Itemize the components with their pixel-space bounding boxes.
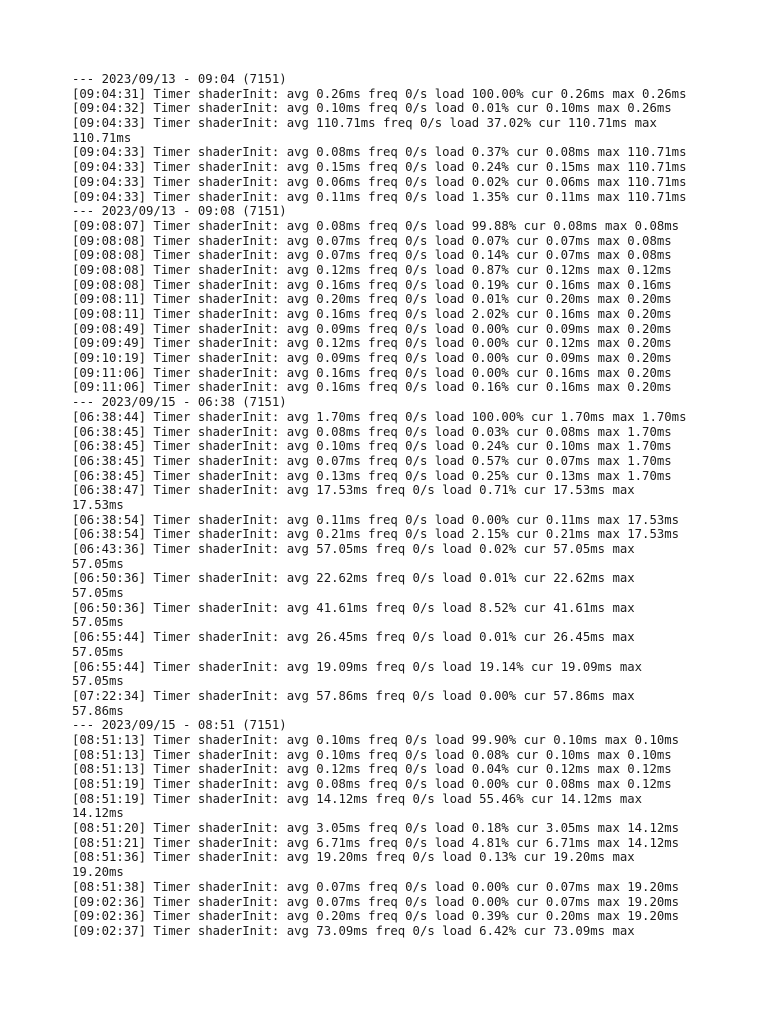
log-line: [09:08:07] Timer shaderInit: avg 0.08ms freq 0/s load 99.88% cur 0.08ms max 0.08ms [72, 218, 680, 233]
log-line: [08:51:19] Timer shaderInit: avg 14.12ms freq 0/s load 55.46% cur 14.12ms max [72, 791, 643, 806]
session-header-line: --- 2023/09/13 - 09:08 (7151) [72, 204, 287, 219]
log-line: [08:51:19] Timer shaderInit: avg 0.08ms freq 0/s load 0.00% cur 0.08ms max 0.12ms [72, 777, 672, 791]
log-line: [09:08:49] Timer shaderInit: avg 0.09ms freq 0/s load 0.00% cur 0.09ms max 0.20ms [72, 321, 672, 336]
log-line: [09:10:19] Timer shaderInit: avg 0.09ms freq 0/s load 0.00% cur 0.09ms max 0.20ms [72, 351, 672, 366]
log-line: [09:02:36] Timer shaderInit: avg 0.20ms freq 0/s load 0.39% cur 0.20ms max 19.20ms [72, 909, 680, 924]
log-line: [07:22:34] Timer shaderInit: avg 57.86ms freq 0/s load 0.00% cur 57.86ms max [72, 688, 635, 703]
log-line: 110.71ms [72, 130, 132, 145]
log-line: [06:38:45] Timer shaderInit: avg 0.10ms freq 0/s load 0.24% cur 0.10ms max 1.70ms [72, 439, 672, 454]
log-line: [09:08:11] Timer shaderInit: avg 0.16ms freq 0/s load 2.02% cur 0.16ms max 0.20ms [72, 307, 672, 321]
log-document [72, 72, 712, 939]
log-line: [09:04:33] Timer shaderInit: avg 0.11ms freq 0/s load 1.35% cur 0.11ms max 110.71ms [72, 189, 687, 204]
log-line: 57.05ms [72, 556, 124, 571]
log-line: [09:04:33] Timer shaderInit: avg 110.71ms freq 0/s load 37.02% cur 110.71ms max [72, 116, 657, 131]
log-line: [09:04:33] Timer shaderInit: avg 0.06ms freq 0/s load 0.02% cur 0.06ms max 110.71ms [72, 174, 687, 189]
log-line: [06:50:36] Timer shaderInit: avg 41.61ms freq 0/s load 8.52% cur 41.61ms max [72, 600, 635, 615]
log-line: [09:08:08] Timer shaderInit: avg 0.12ms freq 0/s load 0.87% cur 0.12ms max 0.12ms [72, 262, 672, 277]
log-line: 19.20ms [72, 865, 124, 880]
log-line: [08:51:13] Timer shaderInit: avg 0.12ms freq 0/s load 0.04% cur 0.12ms max 0.12ms [72, 762, 672, 777]
log-line: [06:38:54] Timer shaderInit: avg 0.21ms freq 0/s load 2.15% cur 0.21ms max 17.53ms [72, 527, 680, 542]
log-line: 17.53ms [72, 497, 124, 512]
log-line: [09:08:11] Timer shaderInit: avg 0.20ms freq 0/s load 0.01% cur 0.20ms max 0.20ms [72, 292, 672, 307]
log-line: [09:08:08] Timer shaderInit: avg 0.16ms freq 0/s load 0.19% cur 0.16ms max 0.16ms [72, 277, 672, 292]
log-line: 57.05ms [72, 674, 124, 689]
log-line: [09:02:37] Timer shaderInit: avg 73.09ms freq 0/s load 6.42% cur 73.09ms max [72, 923, 635, 938]
log-line: 57.05ms [72, 615, 124, 630]
log-line: [09:11:06] Timer shaderInit: avg 0.16ms freq 0/s load 0.00% cur 0.16ms max 0.20ms [72, 365, 672, 380]
log-line: 57.05ms [72, 644, 124, 659]
log-line: [06:38:45] Timer shaderInit: avg 0.07ms freq 0/s load 0.57% cur 0.07ms max 1.70ms [72, 453, 672, 468]
session-header-line: --- 2023/09/15 - 08:51 (7151) [72, 718, 287, 733]
log-line: [09:08:08] Timer shaderInit: avg 0.07ms freq 0/s load 0.07% cur 0.07ms max 0.08ms [72, 233, 672, 248]
log-line: [09:08:08] Timer shaderInit: avg 0.07ms freq 0/s load 0.14% cur 0.07ms max 0.08ms [72, 248, 672, 263]
log-line: [08:51:21] Timer shaderInit: avg 6.71ms freq 0/s load 4.81% cur 6.71ms max 14.12ms [72, 835, 680, 850]
log-line: [09:04:33] Timer shaderInit: avg 0.08ms freq 0/s load 0.37% cur 0.08ms max 110.71ms [72, 145, 687, 160]
log-line: [06:43:36] Timer shaderInit: avg 57.05ms freq 0/s load 0.02% cur 57.05ms max [72, 542, 635, 556]
log-line: [09:04:33] Timer shaderInit: avg 0.15ms freq 0/s load 0.24% cur 0.15ms max 110.71ms [72, 160, 687, 175]
log-line: [06:55:44] Timer shaderInit: avg 26.45ms freq 0/s load 0.01% cur 26.45ms max [72, 630, 635, 645]
log-line: [09:02:36] Timer shaderInit: avg 0.07ms freq 0/s load 0.00% cur 0.07ms max 19.20ms [72, 894, 680, 909]
log-line: [06:55:44] Timer shaderInit: avg 19.09ms freq 0/s load 19.14% cur 19.09ms max [72, 659, 643, 674]
log-line: [06:38:45] Timer shaderInit: avg 0.13ms freq 0/s load 0.25% cur 0.13ms max 1.70ms [72, 468, 672, 483]
session-header-line: --- 2023/09/15 - 06:38 (7151) [72, 395, 287, 410]
log-line: [09:04:31] Timer shaderInit: avg 0.26ms freq 0/s load 100.00% cur 0.26ms max 0.26ms [72, 86, 687, 101]
log-line: [06:38:54] Timer shaderInit: avg 0.11ms freq 0/s load 0.00% cur 0.11ms max 17.53ms [72, 512, 680, 527]
log-line: [09:09:49] Timer shaderInit: avg 0.12ms freq 0/s load 0.00% cur 0.12ms max 0.20ms [72, 336, 672, 351]
log-line: [09:04:32] Timer shaderInit: avg 0.10ms freq 0/s load 0.01% cur 0.10ms max 0.26ms [72, 101, 672, 116]
session-header-line: --- 2023/09/13 - 09:04 (7151) [72, 72, 287, 86]
log-line: [06:50:36] Timer shaderInit: avg 22.62ms freq 0/s load 0.01% cur 22.62ms max [72, 571, 635, 586]
log-line: [06:38:47] Timer shaderInit: avg 17.53ms freq 0/s load 0.71% cur 17.53ms max [72, 483, 635, 498]
log-line: [08:51:13] Timer shaderInit: avg 0.10ms freq 0/s load 99.90% cur 0.10ms max 0.10ms [72, 732, 680, 747]
log-line: [08:51:36] Timer shaderInit: avg 19.20ms freq 0/s load 0.13% cur 19.20ms max [72, 850, 635, 865]
log-line: 57.05ms [72, 586, 124, 601]
log-line: [08:51:38] Timer shaderInit: avg 0.07ms freq 0/s load 0.00% cur 0.07ms max 19.20ms [72, 879, 680, 894]
log-line: 14.12ms [72, 806, 124, 821]
log-line: 57.86ms [72, 703, 124, 718]
log-line: [08:51:20] Timer shaderInit: avg 3.05ms freq 0/s load 0.18% cur 3.05ms max 14.12ms [72, 821, 680, 836]
log-line: [08:51:13] Timer shaderInit: avg 0.10ms freq 0/s load 0.08% cur 0.10ms max 0.10ms [72, 747, 672, 762]
log-line: [09:11:06] Timer shaderInit: avg 0.16ms freq 0/s load 0.16% cur 0.16ms max 0.20ms [72, 380, 672, 395]
log-line: [06:38:44] Timer shaderInit: avg 1.70ms freq 0/s load 100.00% cur 1.70ms max 1.70ms [72, 409, 687, 424]
log-line: [06:38:45] Timer shaderInit: avg 0.08ms freq 0/s load 0.03% cur 0.08ms max 1.70ms [72, 424, 672, 439]
